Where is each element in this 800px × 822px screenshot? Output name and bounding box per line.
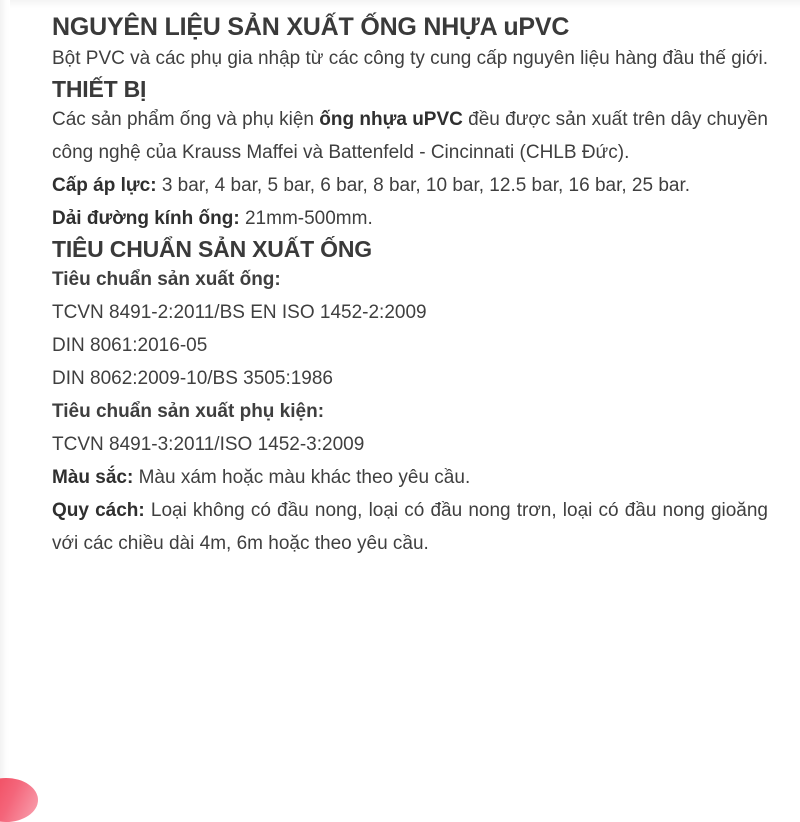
page-title: NGUYÊN LIỆU SẢN XUẤT ỐNG NHỰA uPVC: [52, 13, 570, 41]
color-value: Màu xám hoặc màu khác theo yêu cầu.: [133, 467, 471, 488]
pipe-standard-item: DIN 8062:2009-10/BS 3505:1986: [52, 368, 333, 389]
diameter-range-label: Dải đường kính ống:: [52, 208, 240, 229]
equipment-paragraph-emphasis: ống nhựa uPVC: [319, 109, 463, 130]
section-heading-equipment: THIẾT BỊ: [52, 76, 147, 102]
color-line: [52, 461, 768, 494]
pressure-rating-line: [52, 169, 768, 202]
equipment-paragraph-part2: đều được sản xuất trên dây chuyền công nghệ của Krauss Maffei và Battenfeld - Cincinnati (CHLB Đức).: [52, 109, 768, 163]
specification-value: Loại không có đầu nong, loại có đầu nong trơn, loại có đầu nong gioăng với các chiều dài 4m, 6m hoặc theo yêu cầu.: [52, 500, 768, 554]
article-content: [52, 0, 768, 560]
equipment-paragraph: [52, 103, 768, 169]
pipe-standard-item: TCVN 8491-2:2011/BS EN ISO 1452-2:2009: [52, 302, 427, 323]
diameter-range-line: [52, 202, 768, 235]
section-heading-standards: TIÊU CHUẨN SẢN XUẤT ỐNG: [52, 236, 372, 262]
fitting-standards-label: Tiêu chuẩn sản xuất phụ kiện:: [52, 401, 325, 422]
diameter-range-value: 21mm-500mm.: [239, 208, 373, 229]
pipe-standard-item: DIN 8061:2016-05: [52, 335, 208, 356]
specification-label: Quy cách:: [52, 500, 145, 521]
specification-line: [52, 494, 768, 560]
pressure-rating-label: Cấp áp lực:: [52, 175, 157, 196]
fitting-standard-item: TCVN 8491-3:2011/ISO 1452-3:2009: [52, 434, 365, 455]
pressure-rating-value: 3 bar, 4 bar, 5 bar, 6 bar, 8 bar, 10 bar, 12.5 bar, 16 bar, 25 bar.: [156, 175, 691, 196]
left-edge-shading: [0, 0, 10, 800]
intro-paragraph: Bột PVC và các phụ gia nhập từ các công ty cung cấp nguyên liệu hàng đầu thế giới.: [52, 48, 768, 69]
pipe-standards-label: Tiêu chuẩn sản xuất ống:: [52, 269, 281, 290]
equipment-paragraph-part1: Các sản phẩm ống và phụ kiện: [52, 109, 320, 130]
color-label: Màu sắc:: [52, 467, 134, 488]
decorative-red-arc: [0, 778, 38, 822]
